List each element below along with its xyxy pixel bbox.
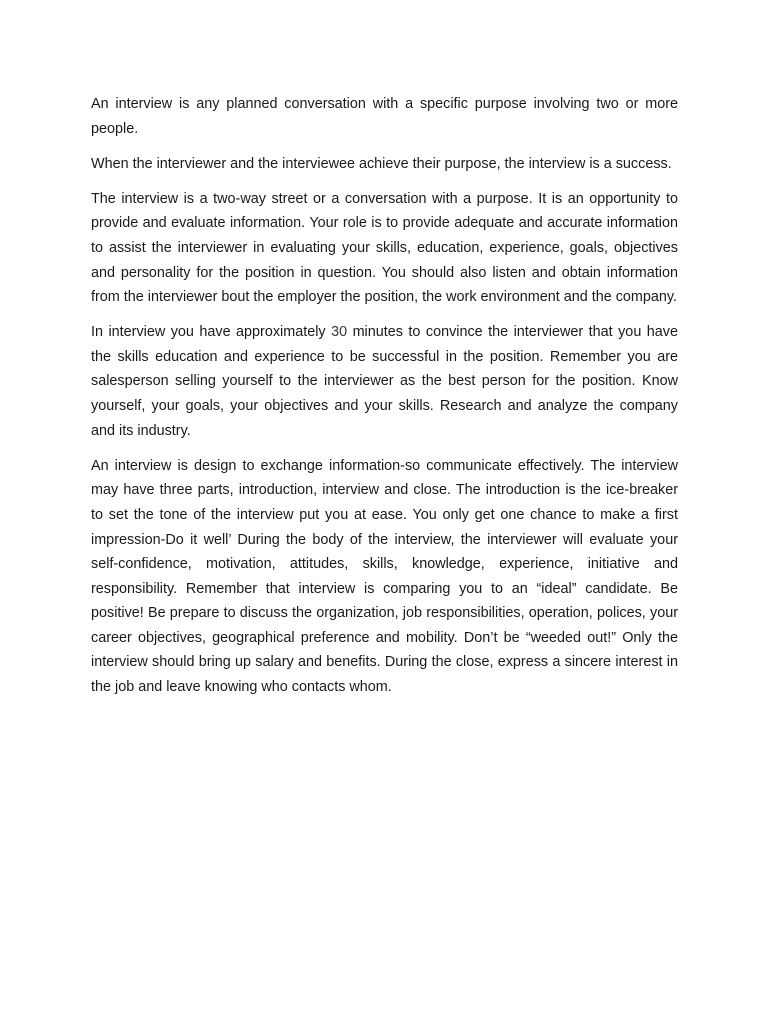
paragraph-thirty-minutes bbox=[91, 320, 678, 443]
paragraph-definition: An interview is any planned conversation with a specific purpose involving two or more people. bbox=[91, 96, 678, 137]
document-page bbox=[91, 92, 678, 710]
paragraph-success: When the interviewer and the interviewee achieve their purpose, the interview is a success. bbox=[91, 155, 672, 172]
paragraph-thirty-minutes-after: minutes to convince the interviewer that you have the skills education and experience to be successful in the position. Remember you are salesperson selling yourself to the interviewer as the best person for the position. Know yourself, your goals, your objectives and your skills. Research and analyze the company and its industry. bbox=[91, 324, 678, 439]
minutes-number: 30 bbox=[331, 324, 348, 341]
paragraph-two-way-street: The interview is a two-way street or a conversation with a purpose. It is an opportunity to provide and evaluate information. Your role is to provide adequate and accurate information to assist the interviewer in evaluating your skills, education, experience, goals, objectives and personality for the position in question. You should also listen and obtain information from the interviewer bout the employer the position, the work environment and the company. bbox=[91, 190, 678, 306]
paragraph-thirty-minutes-before: In interview you have approximately bbox=[91, 324, 332, 341]
paragraph-exchange-information: An interview is design to exchange information-so communicate effectively. The interview may have three parts, introduction, interview and close. The introduction is the ice-breaker to set the tone of the interview put you at ease. You only get one chance to make a first impression-Do it well’ During the body of the interview, the interviewer will evaluate your self-confidence, motivation, attitudes, skills, knowledge, experience, initiative and responsibility. Remember that interview is comparing you to an “ideal” candidate. Be positive! Be prepare to discuss the organization, job responsibilities, operation, polices, your career objectives, geographical preference and mobility. Don’t be “weeded out!” Only the interview should bring up salary and benefits. During the close, express a sincere interest in the job and leave knowing who contacts whom. bbox=[91, 457, 678, 696]
